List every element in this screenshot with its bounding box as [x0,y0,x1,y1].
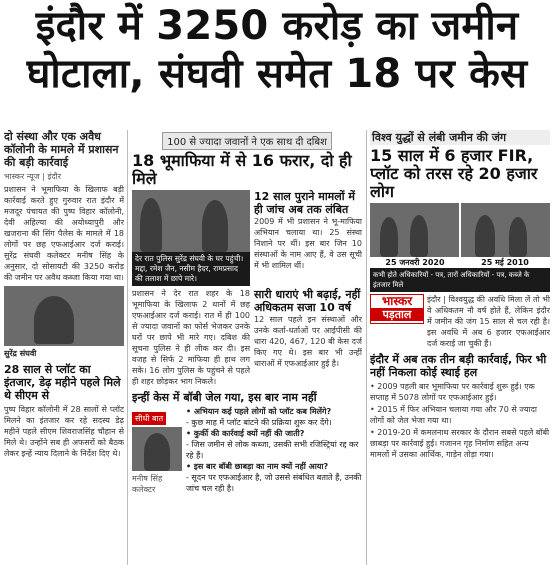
right-strap: विश्व युद्धों से लंबी जमीन की जंग [370,130,550,145]
bhaskar-padtal-logo [370,294,424,324]
suresh-photo [4,286,124,346]
person-shape [202,200,228,252]
sidebox-body: 2009 में भी प्रशासन ने भू-माफिया अभियान चलाया था। 25 संस्था निशाने पर थीं। इस बार जिन 10 संस्थाओं के नाम आए हैं, वे उस सूची में भी शामिल थीं। [254,217,362,270]
column-divider [127,130,128,565]
bullet-2019: • 2019-20 में कमलनाथ सरकार के दौरान सबसे पहले बॉबी छाबड़ा पर कार्रवाई हुई। गजानन गृह निर्माण सहित अन्य मामलों में उसका आर्थिक, गाड़ेन तोड़ा गया। [370,428,550,459]
middle-badge: 100 से ज्यादा जवानों ने एक साथ दी दबिश [162,132,332,150]
collector-name: मनीष सिंह कलेक्टर [132,474,163,494]
middle-body-1: प्रशासन ने देर रात शहर के 18 भूमाफिया के खिलाफ 2 थानों में छह एफआईआर दर्ज कराई। रात में ही 100 से ज्यादा जवानों का फोर्स भेजकर उनके घरों पर छापे भी मारे गए। दबिश की सूचना पुलिस ने ही लीक कर दी। इस वजह से सिर्फ 2 माफिया ही हाथ लग सके। 16 लोग पुलिस के पहुंचने से पहले ही शहर छोड़कर भाग निकले। [132,289,250,386]
right-headline: 15 साल में 6 हजार FIR, प्लॉट को तरस रहे 20 हजार लोग [370,146,538,201]
logo-top: भास्कर [381,294,413,308]
person-shape [34,296,74,344]
qa-block [186,406,362,497]
left-column [4,130,124,565]
right-column [370,130,550,565]
sidebox-head: 12 साल पुराने मामलों में ही जांच अब तक लंबित [254,190,355,216]
person-shape [380,217,398,257]
middle-sub-3: इन्हीं केस में बॉबी जेल गया, इस बार नाम नहीं [132,391,317,404]
left-strap: दो संस्था और एक अवैध कॉलोनी के मामले में प्रशासन की बड़ी कार्रवाई [4,130,119,169]
photo-label: सुरेंद्र संघवी [4,349,37,358]
answer-1: - कुछ माह में प्लॉट बांटने की प्रक्रिया शुरू कर देंगे। [186,418,332,427]
person-shape [410,215,428,257]
collector-photo [132,427,182,471]
bullet-2015: • 2015 में फिर अभियान चलाया गया और 70 से ज्यादा लोगों को जेल भेजा गया था। [370,405,537,425]
main-headline [6,2,548,98]
raid-photo [132,190,250,252]
question-1: • अभियान कई पहले लोगों को प्लॉट कब मिलेंगे? [186,407,332,416]
person-shape [475,215,495,257]
photo-dates [370,257,550,268]
left-subhead: 28 साल से प्लॉट का इंतजार, डेढ़ महीने पहले मिले थे सीएम से [4,363,121,402]
middle-column [132,130,362,565]
right-body-1: इंदौर | विश्वयुद्ध की अवधि मिला लें तो भी वे अधिकतम नौ वर्ष होते हैं, लेकिन इंदौर में जमीन की जंग 15 साल से चल रही है। इस अवधि में अब 6 हजार एफआईआर दर्ज कराई जा चुकी हैं। [427,295,550,348]
middle-body-2: 12 साल पहले इन संस्थाओं और उनके कर्ता-धर्ताओं पर आईपीसी की धारा 420, 467, 120 बी केस दर्ज किए गए थे। इस बार भी उन्हीं धाराओं में एफआईआर हुई है। [254,315,362,368]
answer-2: - जिस जमीन से लोक कब्जा, उसकी सभी रजिस्ट्रियां रद्द कर रहे हैं। [186,440,359,460]
bullet-2009: • 2009 पहली बार भूमाफिया पर कार्रवाई शुरू हुई। एक सप्ताह में 5078 लोगों पर एफआईआर हुई। [370,382,535,402]
answer-3: - सूदन पर एफआईआर है, जो उससे संबंधित बताते हैं, उनकी जांच चल रही है। [186,473,362,493]
raid-photo-caption: देर रात पुलिस सुरेंद्र संघवी के घर पहुंची। मद्दा, रमेश जैन, नसीम हैदर, रामप्रसाद की तलाश में छापे मारे। [132,252,250,286]
direct-talk-tag: सीधी बात [132,412,166,425]
question-2: • कुर्की की कार्रवाई क्यों नहीं की जाती? [186,429,305,438]
question-3: • इस बार बॉबी छाबड़ा का नाम क्यों नहीं आया? [186,462,329,471]
left-body-2: पुष्प विहार कॉलोनी में 28 सालों से प्लॉट मिलने का इंतजार कर रहे सदस्य डेढ़ महीने पहले सीएम शिवराजसिंह चौहान से मिले थे। उन्होंने सब ही अफसरों को बैठक लेकर इन्हें न्याय दिलाने के निर्देश दिए थे। [4,405,124,458]
headline-line-2: घोटाला, संघवी समेत 18 पर केस [26,51,528,97]
right-subhead: इंदौर में अब तक तीन बड़ी कार्रवाई, फिर भी नहीं निकला कोई स्थाई हल [370,353,547,379]
middle-sub-2: सारी धाराएं भी बढ़ाई, नहीं अधिकतम सजा 10 वर्ष [254,288,361,314]
photo-2010 [461,203,550,257]
date-2020: 25 जनवरी 2020 [385,258,445,267]
headline-line-1: इंदौर में 3250 करोड़ का जमीन [35,3,519,49]
person-shape [140,198,162,252]
right-photo-caption: कभी होते अधिकारियों - पत्र, तारों अधिकारियों - पत्र, कब्जे के इंतजार मिले [370,268,550,292]
logo-bottom: पड़ताल [371,308,423,321]
person-shape [509,217,527,257]
column-divider [366,130,367,565]
middle-headline: 18 भूमाफिया में से 16 फरार, दो ही मिले [132,151,352,188]
left-byline: भास्कर न्यूज | इंदौर [4,172,62,181]
left-body-1: प्रशासन ने भूमाफिया के खिलाफ बड़ी कार्रवाई करते हुए गुरुवार रात इंदौर में मजदूर पंचायत की पुष्प विहार कॉलोनी, देवी अहिल्या की अयोध्यापुरी और खजराना की सिंग पैलेस के मामले में 18 लोगों पर छह एफआईआर दर्ज कराई। सुरेंद्र संघवी कलेक्टर मनीष सिंह के अनुसार, दो सोसायटी की 3250 करोड़ की जमीन पर अवैध कब्जा किया गया था। [4,185,124,282]
photo-2020 [370,203,459,257]
date-2010: 25 मई 2010 [481,258,529,267]
person-shape [144,433,170,471]
